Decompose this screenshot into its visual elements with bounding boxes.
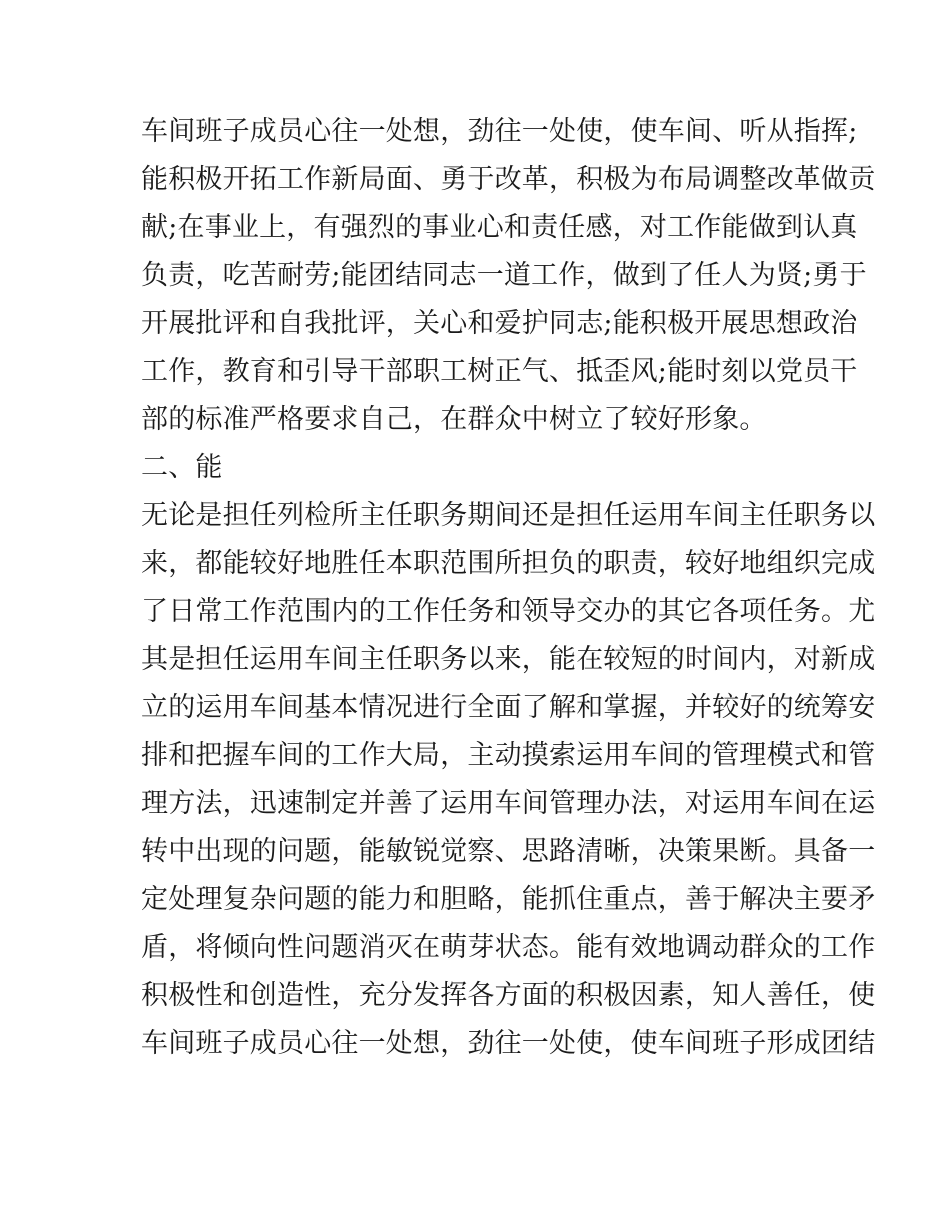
text-line: 了日常工作范围内的工作任务和领导交办的其它各项任务。尤 [141, 596, 876, 627]
text-line: 车间班子成员心往一处想，劲往一处使，使车间班子形成团结 [141, 1028, 876, 1059]
text-line: 立的运用车间基本情况进行全面了解和掌握，并较好的统筹安 [141, 692, 876, 723]
text-line: 负责，吃苦耐劳;能团结同志一道工作，做到了任人为贤;勇于 [141, 260, 867, 291]
text-line: 盾，将倾向性问题消灭在萌芽状态。能有效地调动群众的工作 [141, 932, 876, 963]
text-line: 部的标准严格要求自己，在群众中树立了较好形象。 [141, 404, 767, 435]
document-body [141, 108, 876, 1068]
text-line: 其是担任运用车间主任职务以来，能在较短的时间内，对新成 [141, 644, 876, 675]
text-line: 开展批评和自我批评，关心和爱护同志;能积极开展思想政治 [141, 308, 858, 339]
text-line: 来，都能较好地胜任本职范围所担负的职责，较好地组织完成 [141, 548, 876, 579]
text-line: 理方法，迅速制定并善了运用车间管理办法，对运用车间在运 [141, 788, 876, 819]
text-line: 转中出现的问题，能敏锐觉察、思路清晰，决策果断。具备一 [141, 836, 876, 867]
text-line: 无论是担任列检所主任职务期间还是担任运用车间主任职务以 [141, 500, 876, 531]
text-line: 积极性和创造性，充分发挥各方面的积极因素，知人善任，使 [141, 980, 876, 1011]
text-line: 献;在事业上，有强烈的事业心和责任感，对工作能做到认真 [141, 212, 858, 243]
text-line: 车间班子成员心往一处想，劲往一处使，使车间、听从指挥; [141, 116, 858, 147]
text-line: 排和把握车间的工作大局，主动摸索运用车间的管理模式和管 [141, 740, 876, 771]
section-heading: 二、能 [141, 452, 223, 483]
text-line: 定处理复杂问题的能力和胆略，能抓住重点，善于解决主要矛 [141, 884, 876, 915]
text-line: 能积极开拓工作新局面、勇于改革，积极为布局调整改革做贡 [141, 164, 876, 195]
text-line: 工作，教育和引导干部职工树正气、抵歪风;能时刻以党员干 [141, 356, 858, 387]
